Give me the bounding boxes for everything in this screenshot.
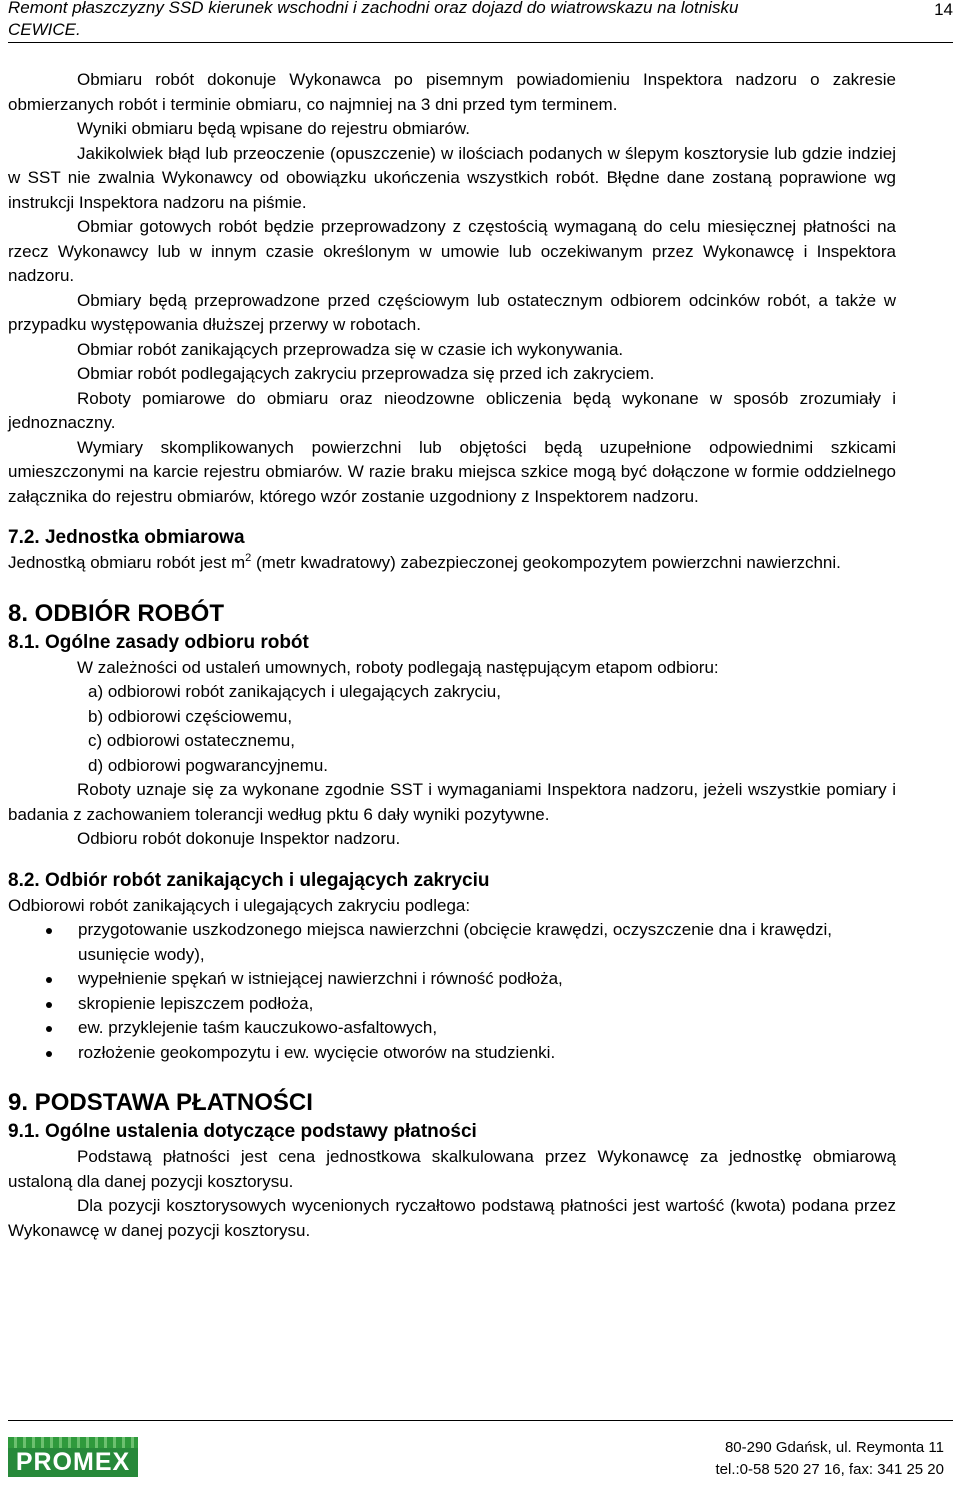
- footer-divider: [8, 1420, 953, 1421]
- list-item-text: ew. przyklejenie taśm kauczukowo-asfaltowych,: [78, 1018, 438, 1037]
- paragraph: Obmiar robót zanikających przeprowadza się w czasie ich wykonywania.: [77, 339, 624, 359]
- promex-logo: [8, 1437, 138, 1477]
- paragraph: Obmiar gotowych robót będzie przeprowadzony z częstością wymaganą do celu miesięcznej płatności na rzecz Wykonawcy lub w innym czasie określonym w umowie lub oczekiwanym przez Wykonawcę i Inspektora nadzoru.: [8, 217, 896, 285]
- paragraph: Jakikolwiek błąd lub przeoczenie (opuszczenie) w ilościach podanych w ślepym kosztorysie lub gdzie indziej w SST nie zwalnia Wykonawcy od obowiązku ukończenia wszystkich robót. Błędne dane zostaną poprawione wg instrukcji Inspektora nadzoru na piśmie.: [8, 143, 896, 212]
- document-body: [8, 68, 896, 1243]
- list-item-text: skropienie lepiszczem podłoża,: [78, 993, 314, 1013]
- unit-text-after: (metr kwadratowy) zabezpieczonej geokompozytem powierzchni nawierzchni.: [251, 553, 841, 572]
- section-heading-7-2: 7.2. Jednostka obmiarowa: [8, 527, 245, 548]
- page-number: 14: [934, 0, 953, 19]
- list-item: c) odbiorowi ostatecznemu,: [88, 731, 295, 750]
- bullet-icon: [46, 1002, 52, 1008]
- list-item-text: wypełnienie spękań w istniejącej nawierzchni i równość podłoża,: [78, 969, 563, 988]
- bullet-icon: [46, 1051, 52, 1057]
- logo-text: PROMEX: [8, 1448, 138, 1477]
- acceptance-stages-list: [88, 680, 896, 778]
- paragraph: Wyniki obmiaru będą wpisane do rejestru obmiarów.: [77, 119, 470, 138]
- section-heading-9-1: 9.1. Ogólne ustalenia dotyczące podstawy płatności: [8, 1121, 477, 1142]
- section-heading-8: 8. ODBIÓR ROBÓT: [8, 599, 225, 627]
- paragraph: Podstawą płatności jest cena jednostkowa skalkulowana przez Wykonawcę za jednostkę obmiarową ustaloną dla danej pozycji kosztorysu.: [8, 1147, 896, 1191]
- bullet-icon: [46, 977, 52, 983]
- paragraph: Obmiaru robót dokonuje Wykonawca po pisemnym powiadomieniu Inspektora nadzoru o zakresie obmierzanych robót i terminie obmiaru, co najmniej na 3 dni przed tym terminem.: [8, 70, 896, 114]
- paragraph: Obmiar robót podlegających zakryciu przeprowadza się przed ich zakryciem.: [77, 364, 655, 383]
- bullet-icon: [46, 1026, 52, 1032]
- document-title: Remont płaszczyzny SSD kierunek wschodni i zachodni oraz dojazd do wiatrowskazu na lotnisku CEWICE.: [8, 0, 739, 39]
- bullet-icon: [46, 928, 52, 934]
- paragraph: W zależności od ustaleń umownych, roboty podlegają następującym etapom odbioru:: [77, 657, 719, 677]
- paragraph: Roboty pomiarowe do obmiaru oraz nieodzowne obliczenia będą wykonane w sposób zrozumiały i jednoznaczny.: [8, 388, 896, 432]
- paragraph: Wymiary skomplikowanych powierzchni lub objętości będą uzupełnione odpowiednimi szkicami umieszczonymi na karcie rejestru obmiarów. W razie braku miejsca szkice mogą być dołączone w formie oddzielnego załącznika do rejestru obmiarów, którego wzór zostanie uzgodniony z Inspektorem nadzoru.: [8, 437, 896, 506]
- unit-text-before: Jednostką obmiaru robót jest m: [8, 553, 246, 572]
- list-item: [8, 1041, 896, 1066]
- section-heading-8-2: 8.2. Odbiór robót zanikających i ulegających zakryciu: [8, 869, 490, 891]
- paragraph: Roboty uznaje się za wykonane zgodnie SST i wymaganiami Inspektora nadzoru, jeżeli wszystkie pomiary i badania z zachowaniem tolerancji według pktu 6 dały wyniki pozytywne.: [8, 780, 896, 824]
- section-heading-9: 9. PODSTAWA PŁATNOŚCI: [8, 1089, 313, 1116]
- list-item: [8, 918, 896, 967]
- spacer: [8, 576, 896, 598]
- paragraph: Dla pozycji kosztorysowych wycenionych ryczałtowo podstawą płatności jest wartość (kwota) podana przez Wykonawcę w danej pozycji kosztorysu.: [8, 1196, 896, 1240]
- unit-superscript: 2: [245, 552, 252, 564]
- list-item: [8, 1016, 896, 1041]
- list-item: [8, 992, 896, 1017]
- spacer: [8, 852, 896, 868]
- spacer: [8, 509, 896, 525]
- company-address: [715, 1437, 944, 1481]
- phone-line: tel.:0-58 520 27 16, fax: 341 25 20: [715, 1461, 944, 1478]
- section-heading-8-1: 8.1. Ogólne zasady odbioru robót: [8, 631, 309, 653]
- paragraph-unit: [8, 551, 896, 576]
- bullet-list: [8, 918, 896, 1065]
- list-item: [8, 967, 896, 992]
- list-item-text: przygotowanie uszkodzonego miejsca nawierzchni (obcięcie krawędzi, oczyszczenie dna i krawędzi, usunięcie wody),: [78, 920, 833, 964]
- paragraph: Obmiary będą przeprowadzone przed częściowym lub ostatecznym odbiorem odcinków robót, a także w przypadku występowania dłuższej przerwy w robotach.: [8, 290, 896, 334]
- page-header: [8, 0, 953, 43]
- spacer: [8, 1065, 896, 1087]
- list-item: a) odbiorowi robót zanikających i ulegających zakryciu,: [88, 682, 501, 701]
- list-item-text: rozłożenie geokompozytu i ew. wycięcie otworów na studzienki.: [78, 1042, 556, 1062]
- list-item: d) odbiorowi pogwarancyjnemu.: [88, 755, 329, 775]
- paragraph: Odbioru robót dokonuje Inspektor nadzoru.: [77, 829, 401, 848]
- paragraph: Odbiorowi robót zanikających i ulegających zakryciu podlega:: [8, 895, 471, 915]
- address-line: 80-290 Gdańsk, ul. Reymonta 11: [724, 1439, 944, 1456]
- list-item: b) odbiorowi częściowemu,: [88, 706, 293, 726]
